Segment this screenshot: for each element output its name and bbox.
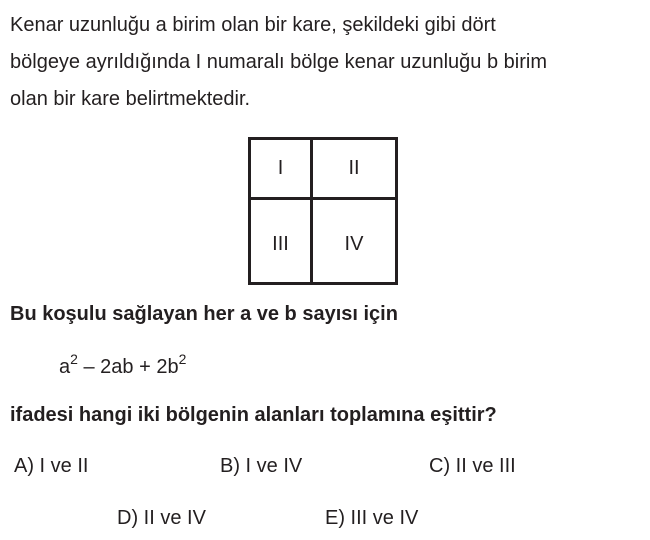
question-text: ifadesi hangi iki bölgenin alanları toplamına eşittir? xyxy=(10,404,497,426)
answer-option-e[interactable]: E) III ve IV xyxy=(325,507,419,529)
region-label-i: I xyxy=(277,157,284,179)
answer-option-d[interactable]: D) II ve IV xyxy=(117,507,206,529)
statement-line-1: Kenar uzunluğu a birim olan bir kare, şekildeki gibi dört xyxy=(10,14,496,36)
expression-middle: – 2ab + 2b xyxy=(77,356,179,378)
expression-a-exponent: 2 xyxy=(70,351,78,367)
condition-text: Bu koşulu sağlayan her a ve b sayısı için xyxy=(10,303,398,325)
expression-a: a xyxy=(59,356,71,378)
expression-b-exponent: 2 xyxy=(178,351,187,367)
problem-statement xyxy=(10,7,646,118)
region-label-ii: II xyxy=(348,157,360,179)
region-label-iv: IV xyxy=(344,233,364,255)
answer-option-a[interactable]: A) I ve II xyxy=(14,455,89,477)
region-label-iii: III xyxy=(272,233,289,255)
statement-line-2: bölgeye ayrıldığında I numaralı bölge kenar uzunluğu b birim xyxy=(10,51,547,73)
answer-option-b[interactable]: B) I ve IV xyxy=(220,455,303,477)
answer-option-c[interactable]: C) II ve III xyxy=(429,455,516,477)
horizontal-divider xyxy=(248,197,398,200)
statement-line-3: olan bir kare belirtmektedir. xyxy=(10,88,251,110)
algebraic-expression xyxy=(59,351,187,379)
